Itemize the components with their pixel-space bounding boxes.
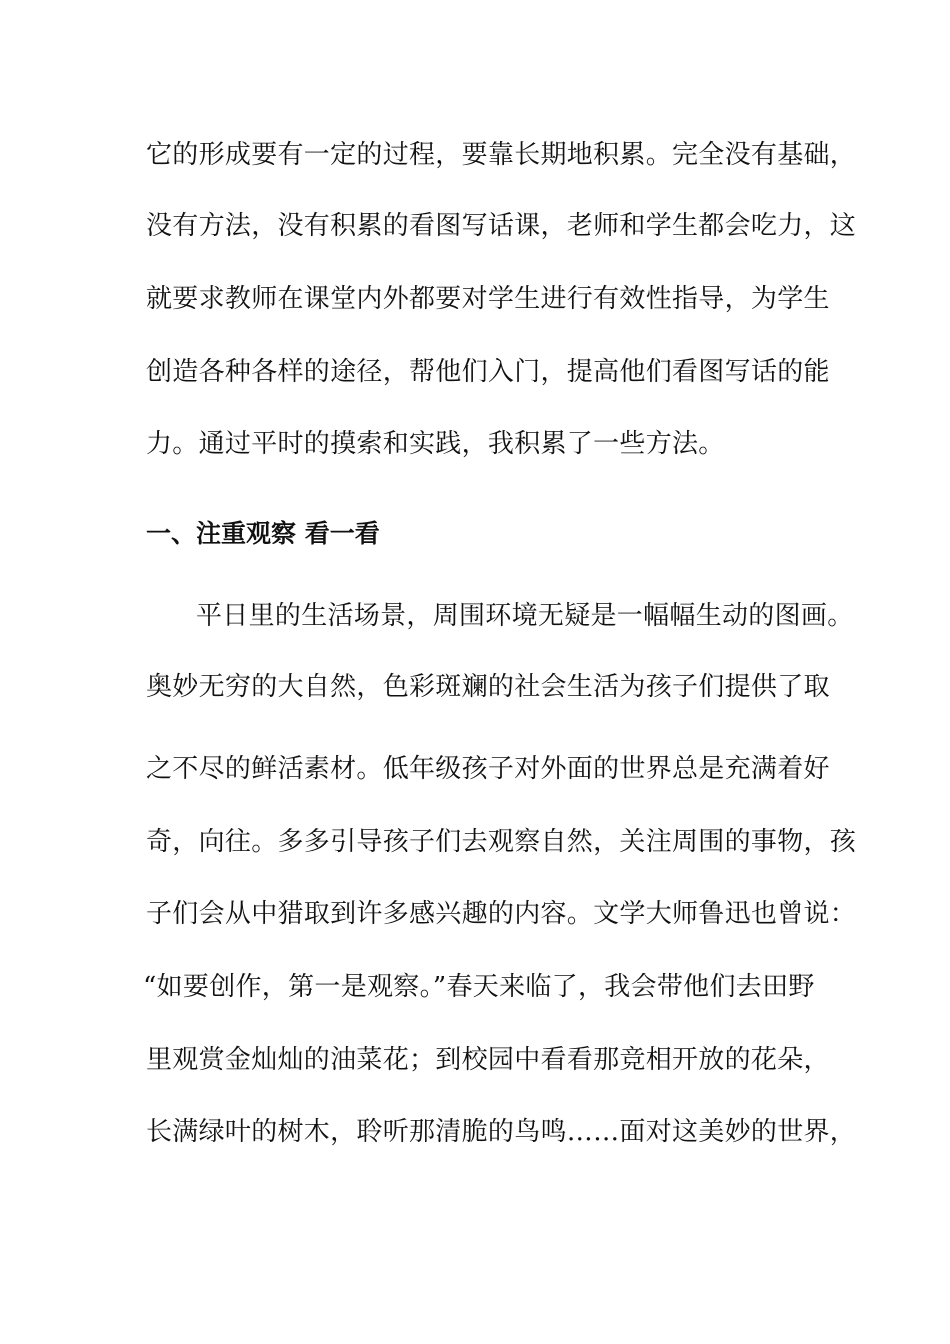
paragraph-2-line-2: 奥妙无穷的大自然，色彩斑斓的社会生活为孩子们提供了取 bbox=[146, 672, 830, 702]
paragraph-1-line-1: 它的形成要有一定的过程，要靠长期地积累。完全没有基础， bbox=[146, 140, 857, 170]
paragraph-1-line-5: 力。通过平时的摸索和实践，我积累了一些方法。 bbox=[146, 429, 725, 459]
paragraph-2-line-6: “如要创作，第一是观察。”春天来临了，我会带他们去田野 bbox=[143, 972, 815, 1002]
paragraph-2-line-3: 之不尽的鲜活素材。低年级孩子对外面的世界总是充满着好 bbox=[146, 754, 830, 784]
paragraph-2-line-5: 子们会从中猎取到许多感兴趣的内容。文学大师鲁迅也曾说： bbox=[146, 899, 857, 929]
paragraph-2-line-1: 平日里的生活场景，周围环境无疑是一幅幅生动的图画。 bbox=[196, 601, 854, 631]
paragraph-2-line-4: 奇，向往。多多引导孩子们去观察自然，关注周围的事物，孩 bbox=[146, 827, 857, 857]
paragraph-1-line-3: 就要求教师在课堂内外都要对学生进行有效性指导，为学生 bbox=[146, 284, 830, 314]
paragraph-1-line-2: 没有方法，没有积累的看图写话课，老师和学生都会吃力，这 bbox=[146, 211, 857, 241]
section-heading: 一、注重观察 看一看 bbox=[146, 519, 380, 548]
paragraph-2-line-8: 长满绿叶的树木，聆听那清脆的鸟鸣……面对这美妙的世界， bbox=[146, 1117, 857, 1147]
paragraph-2-line-7: 里观赏金灿灿的油菜花；到校园中看看那竞相开放的花朵， bbox=[146, 1045, 830, 1075]
paragraph-1-line-4: 创造各种各样的途径，帮他们入门，提高他们看图写话的能 bbox=[146, 357, 830, 387]
